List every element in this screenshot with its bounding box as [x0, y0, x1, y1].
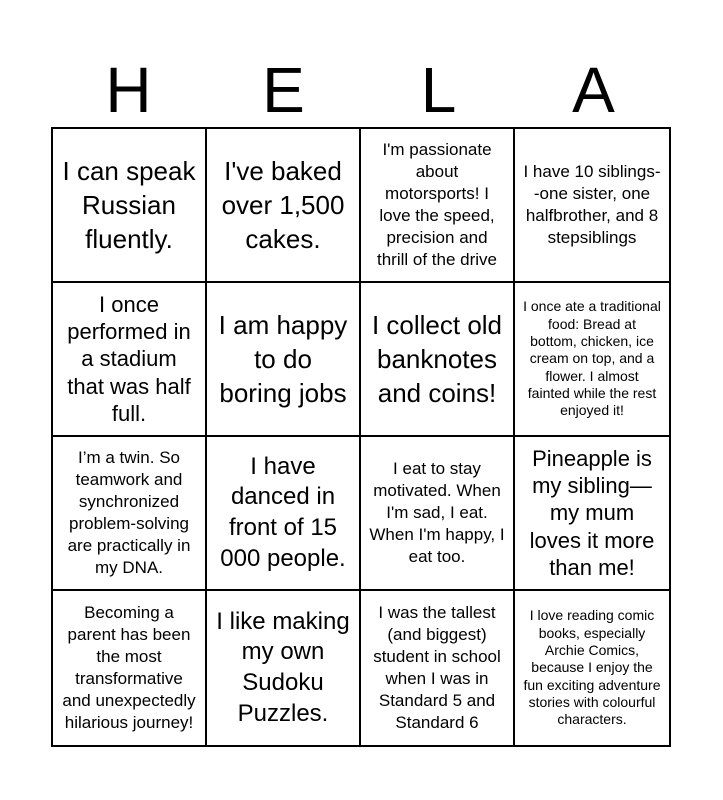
cell-text: Pineapple is my sibling—my mum loves it more than me!: [529, 445, 655, 580]
bingo-header: [51, 52, 671, 128]
cell-text: I like making my own Sudoku Puzzles.: [216, 607, 350, 727]
cell-text: I have danced in front of 15 000 people.: [220, 452, 346, 572]
bingo-cell-r2c1[interactable]: [53, 283, 207, 437]
cell-text: I once ate a traditional food: Bread at bottom, chicken, ice cream on top, and a flower. I almost fainted while the rest enjoyed it!: [523, 298, 661, 419]
cell-text: I love reading comic books, especially Archie Comics, because I enjoy the fun exciting adventure stories with colourful characters.: [523, 607, 661, 728]
bingo-cell-r3c1[interactable]: [53, 437, 207, 591]
cell-text: I'm passionate about motorsports! I love the speed, precision and thrill of the drive: [377, 139, 497, 270]
bingo-cell-r1c4[interactable]: [515, 129, 669, 283]
cell-text: Becoming a parent has been the most transformative and unexpectedly hilarious journey!: [62, 602, 196, 733]
bingo-cell-r2c4[interactable]: [515, 283, 669, 437]
cell-text: I am happy to do boring jobs: [218, 309, 348, 409]
bingo-cell-r4c3[interactable]: [361, 591, 515, 745]
cell-text: I have 10 siblings--one sister, one halfbrother, and 8 stepsiblings: [523, 161, 661, 248]
cell-text: I can speak Russian fluently.: [62, 155, 196, 255]
bingo-board: [51, 127, 671, 747]
bingo-cell-r4c2[interactable]: [207, 591, 361, 745]
bingo-cell-r4c4[interactable]: [515, 591, 669, 745]
cell-text: I once performed in a stadium that was half full.: [67, 291, 191, 426]
cell-text: I've baked over 1,500 cakes.: [221, 155, 345, 255]
cell-text: I eat to stay motivated. When I'm sad, I eat. When I'm happy, I eat too.: [369, 458, 505, 567]
bingo-cell-r3c2[interactable]: [207, 437, 361, 591]
header-letter-l: L: [420, 54, 457, 126]
header-letter-a: A: [572, 54, 615, 126]
header-letter-e: E: [262, 54, 305, 126]
bingo-cell-r1c2[interactable]: [207, 129, 361, 283]
cell-text: I collect old banknotes and coins!: [371, 309, 503, 409]
bingo-cell-r1c1[interactable]: [53, 129, 207, 283]
bingo-cell-r3c4[interactable]: [515, 437, 669, 591]
bingo-cell-r3c3[interactable]: [361, 437, 515, 591]
bingo-cell-r2c2[interactable]: [207, 283, 361, 437]
header-letter-h: H: [105, 54, 152, 126]
cell-text: I’m a twin. So teamwork and synchronized problem-solving are practically in my DNA.: [67, 447, 191, 578]
bingo-cell-r4c1[interactable]: [53, 591, 207, 745]
cell-text: I was the tallest (and biggest) student in school when I was in Standard 5 and Standard 6: [373, 602, 501, 733]
bingo-cell-r1c3[interactable]: [361, 129, 515, 283]
bingo-cell-r2c3[interactable]: [361, 283, 515, 437]
